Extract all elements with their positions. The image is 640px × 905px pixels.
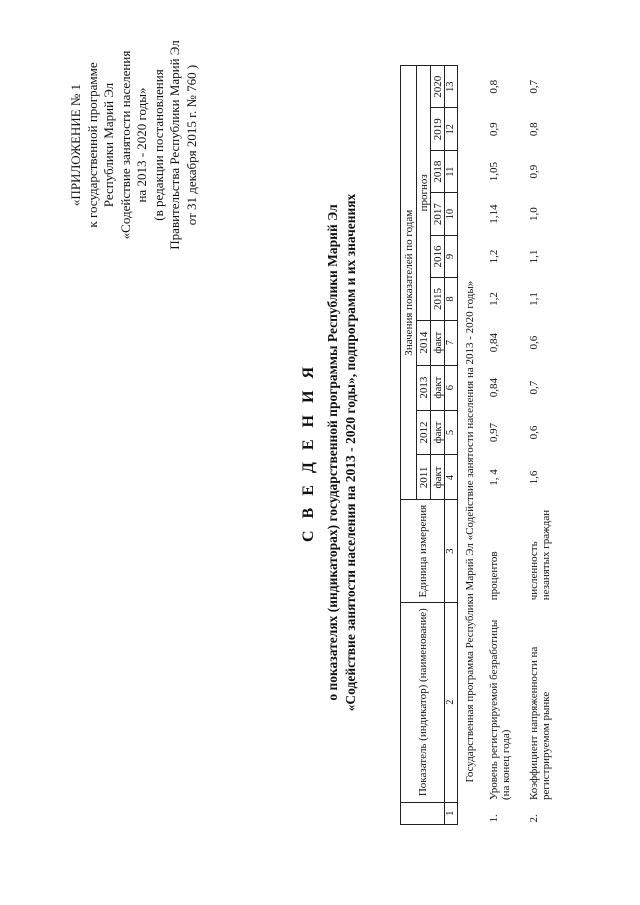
header-fact: факт — [431, 365, 445, 410]
table-cell: 0,9 — [488, 122, 500, 137]
appendix-line: «Содействие занятости населения — [117, 50, 133, 240]
header-cell — [401, 802, 445, 824]
table-cell: 1,2 — [488, 249, 500, 264]
table-cell: 0,7 — [528, 380, 540, 395]
header-year: 2017 — [431, 193, 445, 235]
header-name: Показатель (индикатор) (наименование) — [401, 602, 445, 802]
table-cell: 1,6 — [528, 470, 540, 485]
table-cell: 0,8 — [528, 122, 540, 137]
indicator-unit: численность незанятых граждан — [528, 509, 552, 601]
column-number: 10 — [445, 193, 458, 235]
header-year: 2016 — [431, 235, 445, 277]
indicator-unit: процентов — [488, 551, 500, 601]
table-cell: 0,84 — [488, 377, 500, 398]
header-year: 2014 — [417, 320, 431, 365]
header-forecast: прогноз — [417, 66, 431, 321]
row-number: 1. — [488, 814, 500, 823]
table-cell: 0,97 — [488, 422, 500, 443]
column-number: 5 — [445, 410, 458, 455]
row-number: 2. — [528, 814, 540, 823]
table-cell: 0,7 — [528, 79, 540, 94]
document-title: С В Е Д Е Н И Я — [300, 362, 317, 543]
document-subtitle: «Содействие занятости населения на 2013 - 2020 годы», подпрограмм и их значениях — [343, 193, 358, 712]
header-fact: факт — [431, 455, 445, 500]
column-number: 2 — [445, 602, 458, 802]
header-unit: Единица измерения — [401, 500, 445, 602]
column-number: 12 — [445, 108, 458, 150]
column-number: 3 — [445, 500, 458, 602]
header-year: 2018 — [431, 150, 445, 192]
header-fact: факт — [431, 410, 445, 455]
column-number: 1 — [445, 802, 458, 824]
table-cell: 0,6 — [528, 335, 540, 350]
table-cell: 0,8 — [488, 79, 500, 94]
table-cell: 1, 4 — [488, 469, 500, 486]
appendix-line: к государственной программе — [84, 62, 100, 228]
appendix-line: Республики Марий Эл — [101, 82, 116, 208]
table-cell: 0,9 — [528, 164, 540, 179]
header-year: 2011 — [417, 455, 431, 500]
header-year: 2012 — [417, 410, 431, 455]
column-number: 13 — [445, 66, 458, 109]
indicator-name: Коэффициент напряженности на регистрируемом рынке — [528, 646, 552, 801]
indicators-table — [400, 65, 572, 825]
column-number: 7 — [445, 320, 458, 365]
table-cell: 1,14 — [488, 204, 500, 224]
appendix-line: Правительства Республики Марий Эл — [167, 40, 182, 250]
table-cell: 0,84 — [488, 333, 500, 353]
section-title: Государственная программа Республики Марий Эл «Содействие занятости населения на 2013 - 2020 годы» — [464, 280, 476, 783]
header-year: 2020 — [431, 66, 445, 109]
header-year: 2013 — [417, 365, 431, 410]
table-cell: 1,0 — [528, 207, 540, 221]
header-year: 2015 — [431, 278, 445, 320]
appendix-line: (в редакции постановления — [150, 69, 166, 221]
appendix-line: на 2013 - 2020 годы» — [134, 87, 149, 203]
table-cell: 1,1 — [528, 249, 540, 264]
table-cell: 1,2 — [488, 292, 500, 306]
column-number: 9 — [445, 235, 458, 277]
appendix-block — [68, 25, 200, 265]
header-year: 2019 — [431, 108, 445, 150]
header-fact: факт — [431, 320, 445, 365]
column-number: 8 — [445, 278, 458, 320]
table-cell: 1,05 — [488, 162, 500, 182]
document-subtitle: о показателях (индикаторах) государственной программы Республики Марий Эл — [325, 204, 340, 701]
table-cell: 1,1 — [528, 292, 540, 306]
appendix-line: от 31 декабря 2015 г. № 760 ) — [183, 64, 199, 226]
indicator-name: Уровень регистрируемой безработицы (на конец года) — [488, 619, 512, 801]
column-number: 6 — [445, 365, 458, 410]
column-number: 11 — [445, 150, 458, 192]
table-cell: 0,6 — [528, 425, 540, 440]
header-values-by-year: Значения показателей по годам — [401, 66, 417, 500]
column-number: 4 — [445, 455, 458, 500]
appendix-line: «ПРИЛОЖЕНИЕ № 1 — [68, 83, 83, 207]
